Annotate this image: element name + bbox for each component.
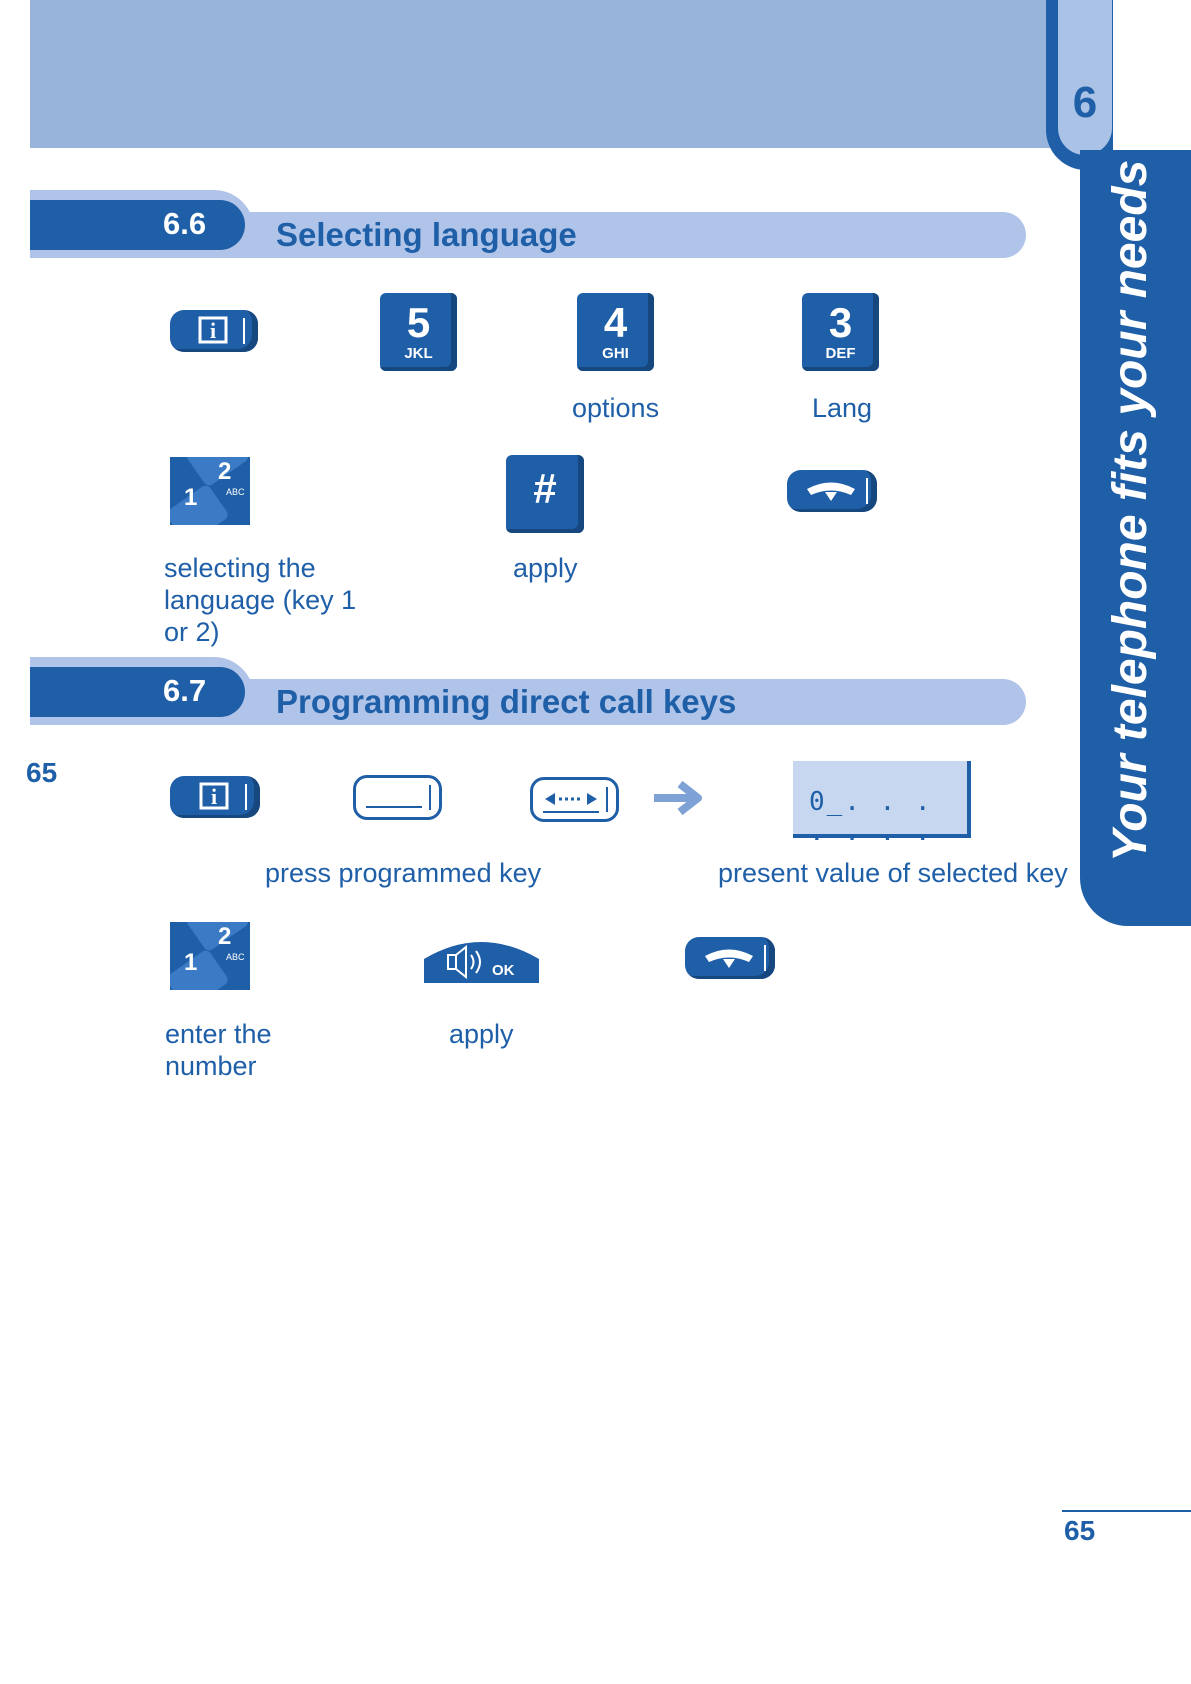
chapter-number: 6 [1072,78,1098,127]
label-lang: Lang [812,393,873,423]
margin-page-number: 65 [26,757,58,788]
section-title: Selecting language [276,216,577,253]
svg-text:1: 1 [184,949,198,976]
chapter-title: Your telephone fits your needs [1104,159,1157,862]
lcd-display: 0_. . . . . . . [793,761,971,838]
keypad-icon [170,922,250,990]
svg-text:1: 1 [184,484,198,511]
footer-rule [1062,1510,1191,1512]
svg-text:i: i [210,784,218,809]
speaker-ok-icon [424,935,539,983]
label-options: options [572,393,660,423]
label-selecting-language: selecting the language (key 1 or 2) [164,553,357,647]
hangup-icon [685,937,775,979]
key-3: 3 DEF [802,293,879,371]
svg-text:ABC: ABC [226,952,245,962]
svg-text:ABC: ABC [226,487,245,497]
hangup-icon [787,470,877,512]
section-number: 6.7 [163,673,207,708]
section-title: Programming direct call keys [276,683,737,720]
section-number: 6.6 [163,206,207,241]
key-4: 4 GHI [577,293,654,371]
footer-page-number: 65 [1064,1515,1096,1546]
label-press-programmed-key: press programmed key [265,858,542,888]
label-present-value: present value of selected key [718,858,1068,888]
info-key-icon [170,310,258,352]
label-apply: apply [449,1019,514,1049]
hash-key: # [506,455,584,533]
navigator-key-icon [530,777,619,822]
ok-text: OK [492,962,515,979]
programmable-key-icon [353,775,442,820]
section-number-tab [30,667,245,717]
svg-text:2: 2 [218,458,232,485]
keypad-icon [170,457,250,525]
label-apply: apply [513,553,578,583]
key-5: 5 JKL [380,293,457,371]
header-band [30,0,1050,148]
info-key-icon [170,776,260,818]
arrow-right-icon [650,778,706,818]
label-enter-number: enter the number [165,1019,272,1081]
section-number-tab [30,200,245,250]
svg-text:2: 2 [218,923,232,950]
svg-text:i: i [209,318,217,343]
